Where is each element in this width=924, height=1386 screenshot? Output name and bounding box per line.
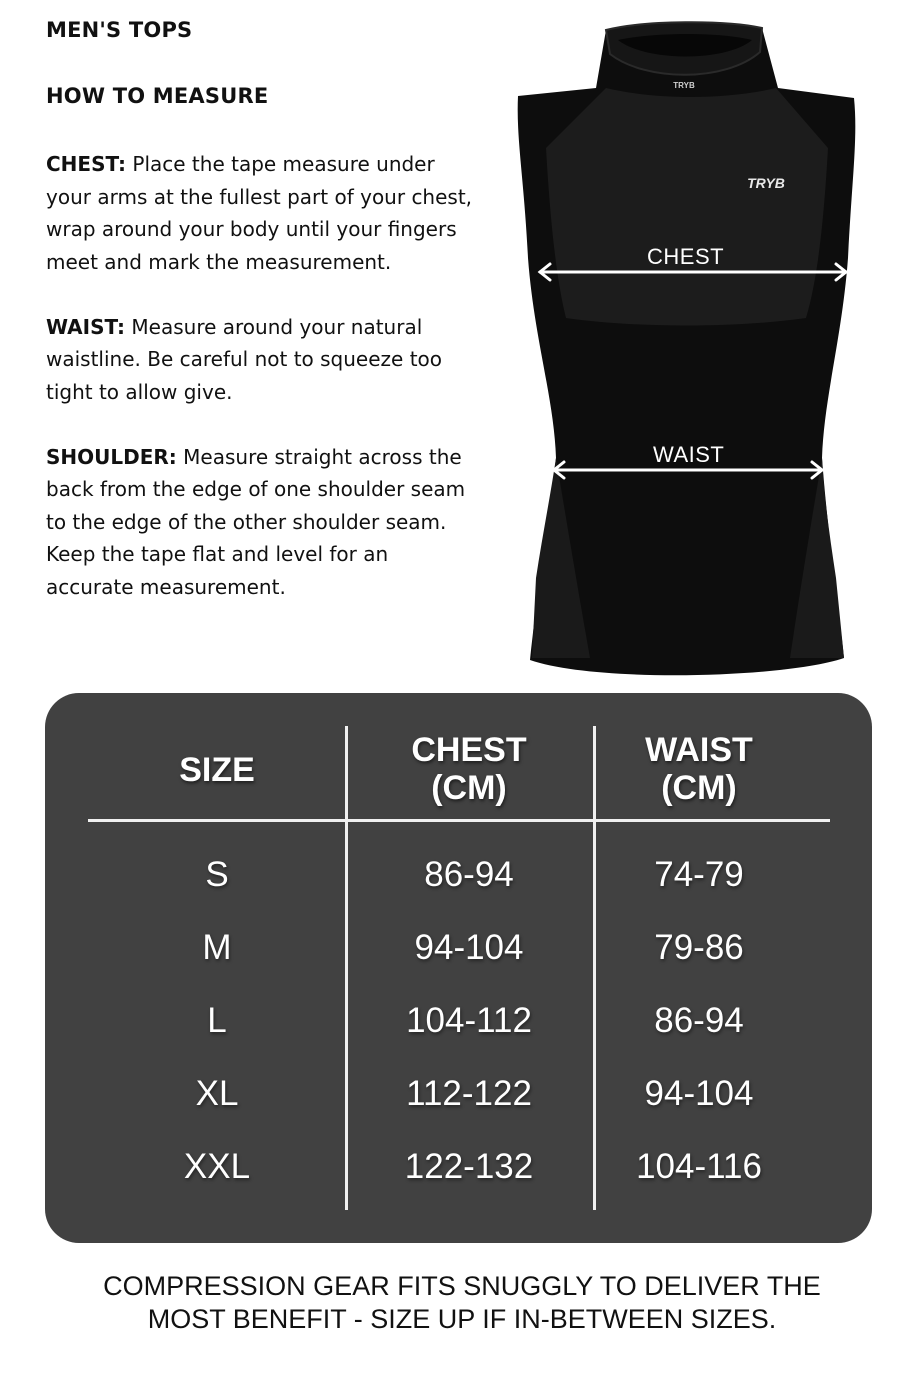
waist-instruction-label: WAIST: [46, 314, 126, 339]
sizing-advice-line1: COMPRESSION GEAR FITS SNUGGLY TO DELIVER THE [103, 1271, 821, 1301]
section-heading-how-to-measure: HOW TO MEASURE [46, 84, 269, 108]
size-cell: L [207, 1001, 227, 1040]
shoulder-instruction [46, 441, 476, 604]
header-waist [645, 731, 753, 807]
shoulder-instruction-label: SHOULDER: [46, 444, 177, 469]
chest-instruction-label: CHEST: [46, 152, 127, 176]
size-cell: M [202, 928, 232, 967]
chest-cell: 86-94 [424, 855, 514, 894]
measure-instructions [46, 148, 476, 636]
header-chest-line1: CHEST [411, 731, 527, 769]
table-divider-1 [345, 726, 348, 1210]
page-title: MEN'S TOPS [46, 18, 193, 42]
waist-cell: 74-79 [654, 855, 744, 894]
shirt-front-panel [546, 88, 828, 326]
chest-cell: 94-104 [414, 928, 524, 967]
chest-instruction-text: Place the tape measure under your arms at the fullest part of your chest, wrap around your body until your fingers meet and mark the measurement. [46, 152, 473, 274]
chest-instruction [46, 148, 476, 278]
waist-instruction-text: Measure around your natural waistline. Be careful not to squeeze too tight to allow give. [46, 314, 443, 404]
shirt-graphic [506, 18, 866, 686]
table-divider-2 [593, 726, 596, 1210]
waist-cell: 94-104 [644, 1074, 754, 1113]
chest-measure-label: CHEST [647, 244, 725, 269]
size-cell: XXL [183, 1147, 251, 1186]
header-waist-line1: WAIST [645, 731, 753, 769]
size-cell: S [205, 855, 229, 894]
waist-cell: 104-116 [636, 1147, 762, 1186]
header-chest-line2: (CM) [431, 769, 507, 807]
header-chest [411, 731, 526, 807]
size-cell: XL [195, 1074, 239, 1113]
size-chart-table [45, 693, 872, 1243]
chest-cell: 122-132 [404, 1147, 534, 1186]
table-header-rule [88, 819, 830, 822]
header-waist-line2: (CM) [661, 769, 737, 807]
chest-cell: 104-112 [406, 1001, 532, 1040]
chest-brand-logo: TRYB [747, 175, 785, 191]
sizing-advice-note [0, 1270, 924, 1336]
compression-shirt-illustration [506, 18, 866, 686]
waist-cell: 79-86 [654, 928, 744, 967]
waist-instruction [46, 311, 476, 409]
header-size: SIZE [179, 751, 255, 789]
waist-measure-label: WAIST [653, 442, 725, 467]
waist-cell: 86-94 [654, 1001, 744, 1040]
collar-brand-mark: TRYB [673, 81, 695, 90]
shoulder-instruction-text: Measure straight across the back from the edge of one shoulder seam to the edge of the other shoulder seam. Keep the tape flat and level for an accurate measurement. [46, 444, 466, 599]
sizing-advice-line2: MOST BENEFIT - SIZE UP IF IN-BETWEEN SIZES. [147, 1304, 777, 1334]
chest-cell: 112-122 [406, 1074, 532, 1113]
